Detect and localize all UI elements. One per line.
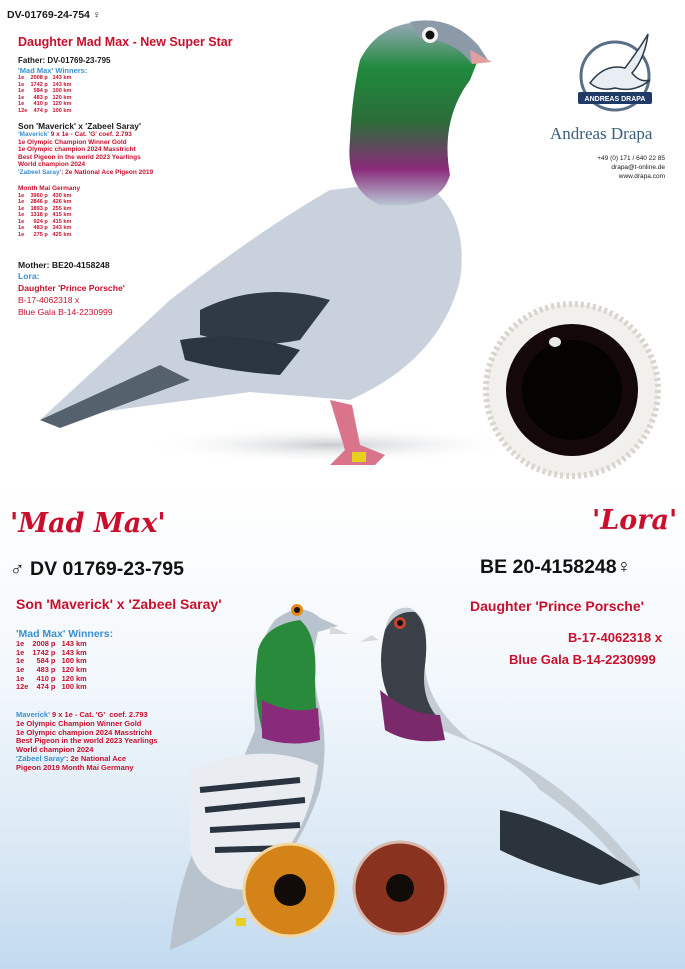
left-parentage: Son 'Maverick' x 'Zabeel Saray' — [16, 596, 222, 612]
right-parentage: Daughter 'Prince Porsche' — [470, 598, 644, 614]
list-item: 1e 1318 p 415 km — [18, 212, 72, 219]
email: drapa@t-online.de — [611, 163, 665, 171]
top-winners-list — [18, 75, 72, 114]
eye-closeup-top — [478, 300, 666, 482]
andreas-drapa-logo — [570, 28, 660, 118]
right-blue-gala: Blue Gala B-14-2230999 — [509, 652, 656, 667]
top-daughter-prince: Daughter 'Prince Porsche' — [18, 283, 125, 293]
top-title: Daughter Mad Max - New Super Star — [18, 35, 233, 49]
right-b17: B-17-4062318 x — [568, 630, 662, 645]
left-pigeon-name: 'Mad Max' — [10, 508, 166, 539]
maverick-result: 9 x 1e - Cat. 'G' coef. 2.793 — [49, 710, 148, 719]
list-item: 1e 410 p 120 km — [18, 101, 72, 108]
achievement: 1e Olympic champion 2024 Masstricht — [18, 146, 136, 154]
maverick-name: Maverick' — [16, 710, 50, 719]
maverick-line — [18, 131, 153, 139]
list-item: 1e 1742 p 143 km — [18, 81, 72, 88]
achievement: 1e Olympic Champion Winner Gold — [18, 138, 127, 146]
brand-name: Andreas Drapa — [550, 124, 653, 143]
top-b17: B-17-4062318 x — [18, 295, 80, 305]
top-blue-gala: Blue Gala B-14-2230999 — [18, 307, 113, 317]
zabeel-result: : 2e National Ace Pigeon 2019 — [61, 168, 154, 176]
left-ring-number: ♂ DV 01769-23-795 — [10, 558, 184, 580]
bottom-pigeons-photo — [0, 590, 685, 969]
zabeel-line — [18, 169, 153, 177]
bottom-winners-list — [16, 640, 87, 692]
list-item: 1e 483 p 120 km — [18, 94, 72, 101]
top-maverick-block — [18, 131, 153, 177]
maverick-result: 9 x 1e - Cat. 'G' coef. 2.793 — [48, 131, 132, 138]
zabeel-name: 'Zabeel Saray' — [16, 753, 66, 763]
website: www.drapa.com — [618, 172, 665, 180]
list-item: 1e 483 p 343 km — [18, 225, 72, 232]
top-ring-number: DV-01769-24-754 ♀ — [7, 9, 101, 21]
list-item: 1e 1893 p 255 km — [18, 205, 72, 212]
list-item: 1e 3960 p 430 km — [18, 192, 72, 199]
zabeel-result: : 2e National Ace — [65, 753, 127, 763]
logo-badge-text: ANDREAS DRAPA — [584, 96, 646, 103]
achievement: Best Pigeon in the world 2023 Yearlings — [18, 153, 141, 161]
list-item: 1e 924 p 415 km — [18, 218, 72, 225]
list-item: 1e 275 p 425 km — [18, 231, 72, 238]
achievement: World champion 2024 — [18, 161, 86, 169]
achievement: 1e Olympic champion 2024 Masstricht — [16, 727, 152, 737]
top-son-heading: Son 'Maverick' x 'Zabeel Saray' — [18, 121, 141, 131]
list-item: 1e 584 p 100 km — [18, 88, 72, 95]
list-item: 1e 2008 p 143 km — [18, 75, 72, 81]
list-item: 12e 474 p 100 km — [16, 682, 87, 692]
contact-info — [560, 155, 665, 181]
top-lora: Lora: — [18, 271, 40, 281]
list-item: 12e 474 p 100 km — [18, 107, 72, 114]
bottom-winners-heading: 'Mad Max' Winners: — [16, 628, 114, 640]
maverick-name: 'Maverick' — [18, 131, 49, 138]
top-father: Father: DV-01769-23-795 — [18, 56, 111, 65]
achievement: 1e Olympic Champion Winner Gold — [16, 718, 142, 728]
zabeel-line2: Month Mai Germany — [18, 185, 81, 192]
achievement: World champion 2024 — [16, 745, 94, 755]
phone: +49 (0) 171 / 640 22 85 — [597, 155, 665, 162]
bottom-maverick-block — [16, 711, 158, 772]
achievement: Best Pigeon in the world 2023 Yearlings — [16, 736, 158, 746]
zabeel-name: 'Zabeel Saray' — [18, 168, 62, 176]
right-pigeon-name: 'Lora' — [592, 505, 678, 536]
top-winners-heading: 'Mad Max' Winners: — [18, 66, 88, 75]
top-zabeel-results — [18, 185, 80, 238]
top-mother: Mother: BE20-4158248 — [18, 260, 110, 270]
list-item: 1e 483 p 120 km — [16, 664, 87, 674]
right-ring-number: BE 20-4158248♀ — [480, 556, 632, 578]
list-item: 1e 410 p 120 km — [16, 673, 87, 683]
list-item: 1e 584 p 100 km — [16, 656, 87, 666]
list-item: 1e 2846 p 426 km — [18, 199, 72, 206]
list-item: 1e 2008 p 143 km — [16, 639, 87, 648]
zabeel-line2: Pigeon 2019 Month Mai Germany — [16, 762, 134, 772]
list-item: 1e 1742 p 143 km — [16, 647, 87, 657]
